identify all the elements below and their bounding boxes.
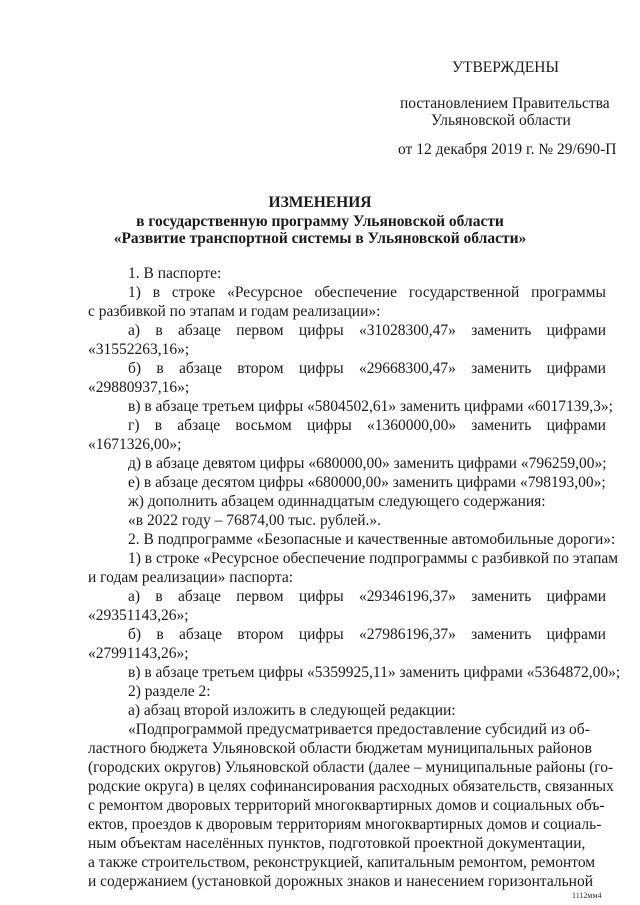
paragraph: «29351143,26»; — [88, 607, 189, 624]
paragraph: родские округа) в целях софинансирования расходных обязательств, связанных — [88, 778, 614, 795]
justified-line: а) в абзаце первом цифры «31028300,47» заменить цифрами — [128, 322, 606, 339]
paragraph: и годам реализации» паспорта: — [88, 569, 294, 586]
justified-line: а) в абзаце первом цифры «29346196,37» заменить цифрами — [128, 588, 606, 605]
paragraph: а также строительством, реконструкцией, капитальным ремонтом, ремонтом — [88, 854, 596, 871]
document-subtitle-1: в государственную программу Ульяновской области — [136, 213, 504, 230]
approval-date: от 12 декабря 2019 г. № 29/690-П — [398, 141, 617, 158]
paragraph: 2) разделе 2: — [128, 683, 211, 700]
paragraph: с разбивкой по этапам и годам реализации»: — [88, 303, 381, 320]
paragraph: ным объектам населённых пунктов, подготовкой проектной документации, — [88, 835, 586, 852]
paragraph: 1. В паспорте: — [128, 265, 222, 282]
approval-line-1: постановлением Правительства — [400, 95, 610, 112]
paragraph: д) в абзаце девятом цифры «680000,00» заменить цифрами «796259,00»; — [128, 455, 607, 472]
paragraph: с ремонтом дворовых территорий многоквартирных домов и социальных объ- — [88, 797, 605, 814]
paragraph: ж) дополнить абзацем одиннадцатым следующего содержания: — [128, 493, 546, 510]
approval-line-2: Ульяновской области — [431, 112, 571, 129]
paragraph: а) абзац второй изложить в следующей редакции: — [128, 702, 456, 719]
paragraph: в) в абзаце третьем цифры «5804502,61» заменить цифрами «6017139,3»; — [128, 398, 613, 415]
paragraph: «31552263,16»; — [88, 341, 190, 358]
approval-heading: УТВЕРЖДЕНЫ — [452, 59, 559, 76]
paragraph: «27991143,26»; — [88, 645, 189, 662]
paragraph: «Подпрограммой предусматривается предоставление субсидий из об- — [128, 721, 590, 738]
paragraph: и содержанием (установкой дорожных знаков и нанесением горизонтальной — [88, 873, 594, 890]
justified-line: б) в абзаце втором цифры «27986196,37» заменить цифрами — [128, 626, 606, 643]
paragraph: «в 2022 году – 76874,00 тыс. рублей.». — [128, 512, 382, 529]
paragraph: е) в абзаце десятом цифры «680000,00» заменить цифрами «798193,00»; — [128, 474, 606, 491]
footer-code: 1112мм4 — [572, 891, 602, 900]
document-subtitle-2: «Развитие транспортной системы в Ульяновской области» — [113, 230, 527, 247]
paragraph: в) в абзаце третьем цифры «5359925,11» заменить цифрами «5364872,00»; — [128, 664, 621, 681]
paragraph: «29880937,16»; — [88, 379, 190, 396]
justified-line: б) в абзаце втором цифры «29668300,47» заменить цифрами — [128, 360, 606, 377]
paragraph: 2. В подпрограмме «Безопасные и качественные автомобильные дороги»: — [128, 531, 616, 548]
paragraph: «1671326,00»; — [88, 436, 182, 453]
paragraph: 1) в строке «Ресурсное обеспечение подпрограммы с разбивкой по этапам — [128, 550, 619, 567]
paragraph: (городских округов) Ульяновской области (далее – муниципальные районы (го- — [88, 759, 614, 776]
paragraph: ектов, проездов к дворовым территориям многоквартирных домов и социаль- — [88, 816, 602, 833]
paragraph: ластного бюджета Ульяновской области бюджетам муниципальных районов — [88, 740, 592, 757]
justified-line: 1) в строке «Ресурсное обеспечение государственной программы — [128, 284, 606, 301]
justified-line: г) в абзаце восьмом цифры «1360000,00» заменить цифрами — [128, 417, 606, 434]
document-title: ИЗМЕНЕНИЯ — [268, 194, 372, 211]
